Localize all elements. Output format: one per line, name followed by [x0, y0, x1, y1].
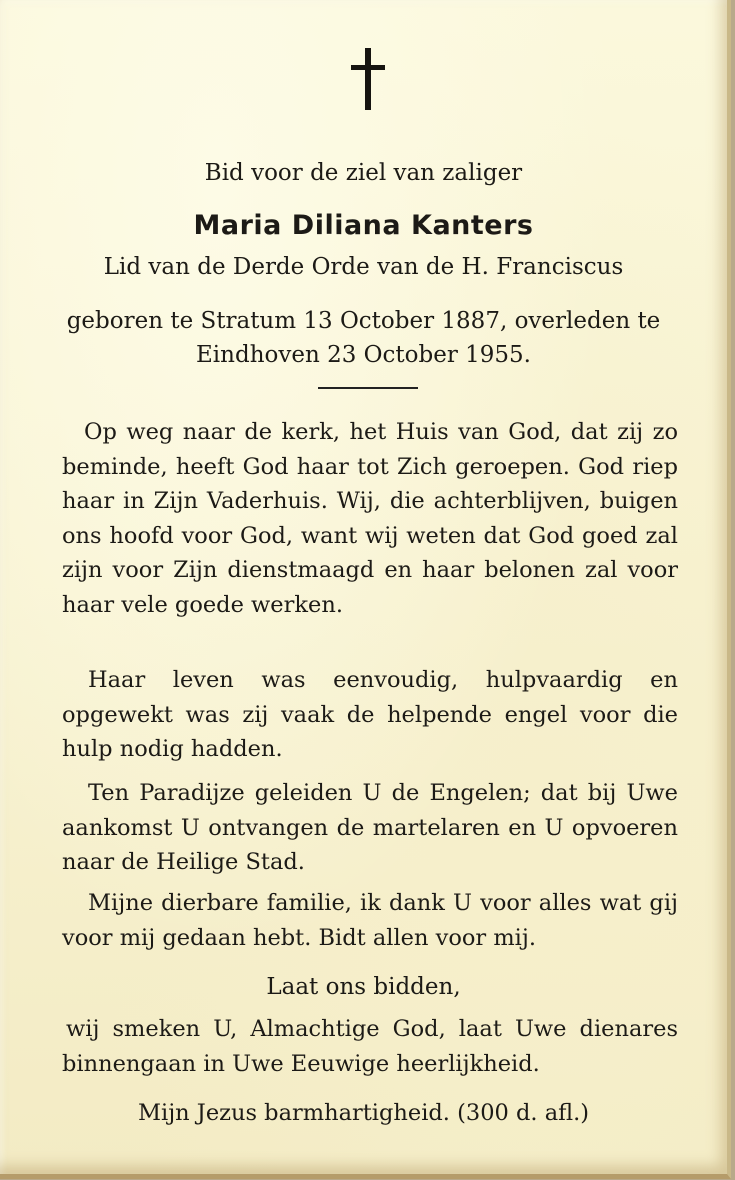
prayer-title: Laat ons bidden, [266, 974, 461, 1000]
paragraph-1: Op weg naar de kerk, het Huis van God, dat zij zo beminde, heeft God haar tot Zich geroepen. God riep haar in Zijn Vaderhuis. Wij, die achterblijven, buigen ons hoofd voor God, want wij weten dat God goed zal zijn voor Zijn dienstmaagd en haar belonen zal voor haar vele goede werken. [62, 419, 678, 618]
cross-icon [351, 48, 385, 110]
paragraph-2: Haar leven was eenvoudig, hulpvaardig en opgewekt was zij vaak de helpende engel voor die hulp nodig hadden. [62, 667, 678, 762]
order-membership: Lid van de Derde Orde van de H. Franciscus [103, 254, 624, 280]
paragraph-3: Ten Paradijze geleiden U de Engelen; dat bij Uwe aankomst U ontvangen de martelaren en U opvoeren naar de Heilige Stad. [62, 780, 678, 875]
closing-line: Mijn Jezus barmhartigheid. (300 d. afl.) [137, 1100, 590, 1126]
intro-line: Bid voor de ziel van zaliger [204, 160, 523, 186]
birth-death-line-2: Eindhoven 23 October 1955. [196, 342, 531, 368]
paragraph-4: Mijne dierbare familie, ik dank U voor alles wat gij voor mij gedaan hebt. Bidt allen voor mij. [62, 890, 678, 951]
divider-line [318, 387, 418, 389]
birth-death-line-1: geboren te Stratum 13 October 1887, overleden te [66, 308, 661, 334]
deceased-name: Maria Diliana Kanters [193, 210, 534, 241]
prayer-text: wij smeken U, Almachtige God, laat Uwe dienares binnengaan in Uwe Eeuwige heerlijkheid. [62, 1016, 678, 1077]
